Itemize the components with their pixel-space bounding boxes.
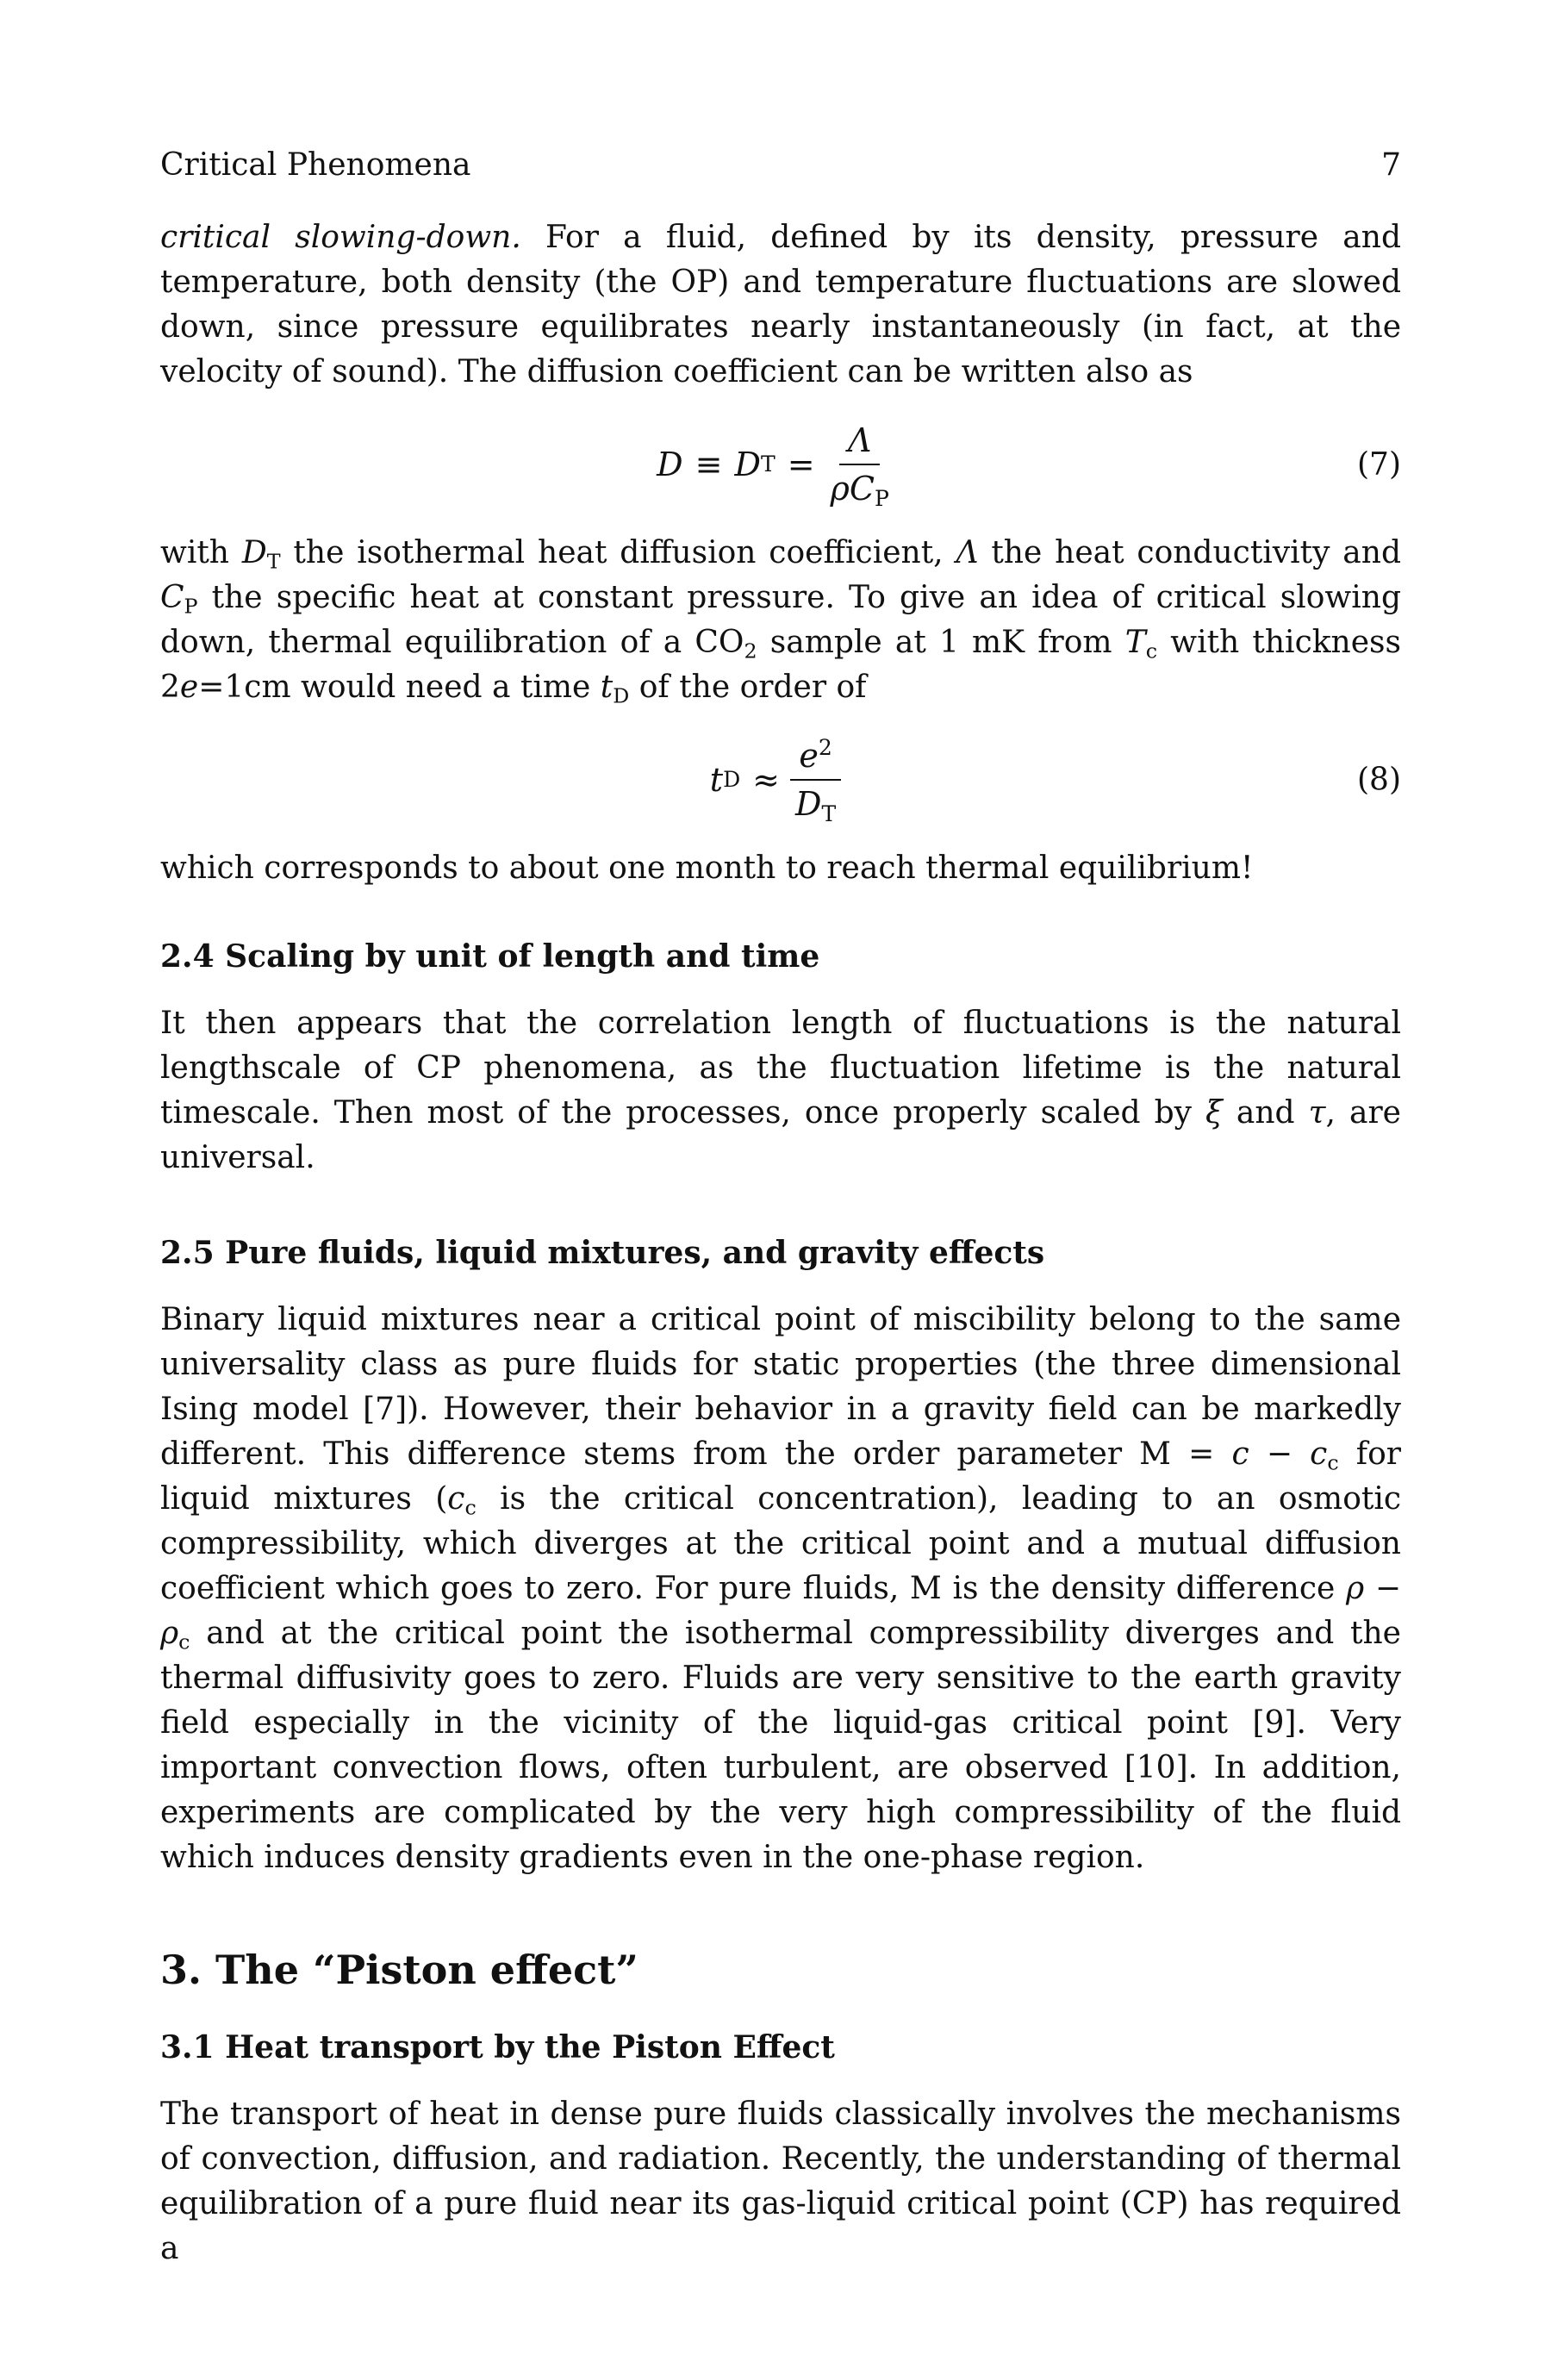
running-head bbox=[160, 146, 1401, 184]
paragraph-thermal-equilibration: with $D_T$ the isothermal heat diffusion coefficient, Λ the heat conductivity and $C_P$ the specific heat at constant pressure. To give an idea of critical slowing down, thermal equilibration of a $CO_2$ sample at 1 mK from $T_c$ with thickness 2e=1cm would need a time $t_D$ of the order of bbox=[160, 535, 1401, 708]
equation-8 bbox=[160, 722, 1401, 838]
heading-2-4: 2.4 Scaling by unit of length and time bbox=[160, 938, 820, 975]
paragraph-pure-fluids: Binary liquid mixtures near a critical point of miscibility belong to the same universality class as pure fluids for static properties (the three dimensional Ising model [7]). However, their behavior in a gravity field can be markedly different. This difference stems from the order parameter $M = c - c_c$ for liquid mixtures ($c_c$ is the critical concentration), leading to an osmotic compressibility, which diverges at the critical point and a mutual diffusion coefficient which goes to zero. For pure fluids, M is the density difference $\rho - \rho_c$ and at the critical point the isothermal compressibility diverges and the thermal diffusivity goes to zero. Fluids are very sensitive to the earth gravity field especially in the vicinity of the liquid-gas critical point [9]. Very important convection flows, often turbulent, are observed [10]. In addition, experiments are complicated by the very high compressibility of the fluid which induces density gradients even in the one-phase region. bbox=[160, 1302, 1402, 1875]
paragraph-critical-slowing-down: critical slowing-down. For a fluid, defined by its density, pressure and temperature, both density (the OP) and temperature fluctuations are slowed down, since pressure equilibrates nearly instantaneously (in fact, at the velocity of sound). The diffusion coefficient can be written also as bbox=[160, 220, 1401, 389]
equation-8-formula: t D ≈ $\frac{e^2}{D_T}$ bbox=[160, 722, 1401, 838]
paragraph-one-month: which corresponds to about one month to reach thermal equilibrium! bbox=[160, 850, 1254, 886]
equation-7-formula: D ≡ D T = $\frac{\Lambda}{\rho C_P}$ bbox=[160, 407, 1401, 522]
fraction: $\frac{e^2}{D_T}$ bbox=[787, 736, 844, 824]
heading-2-5: 2.5 Pure fluids, liquid mixtures, and gravity effects bbox=[160, 1235, 1045, 1271]
page-number: 7 bbox=[1381, 147, 1401, 183]
equation-7 bbox=[160, 407, 1401, 522]
fraction: $\frac{\Lambda}{\rho C_P}$ bbox=[830, 421, 889, 512]
heading-3-1: 3.1 Heat transport by the Piston Effect bbox=[160, 2029, 835, 2065]
heading-section-3: 3. The “Piston effect” bbox=[160, 1947, 638, 1993]
equation-number: (7) bbox=[1357, 446, 1401, 483]
paragraph-scaling: It then appears that the correlation length of fluctuations is the natural lengthscale of CP phenomena, as the fluctuation lifetime is the natural timescale. Then most of the processes, once properly scaled by ξ and τ, are universal. bbox=[160, 1006, 1401, 1175]
running-title: Critical Phenomena bbox=[160, 147, 471, 183]
paragraph-heat-transport: The transport of heat in dense pure fluids classically involves the mechanisms of convection, diffusion, and radiation. Recently, the understanding of thermal equilibration of a pure fluid near its gas-liquid critical point (CP) has required a bbox=[160, 2097, 1401, 2266]
equation-number: (8) bbox=[1357, 762, 1401, 798]
page bbox=[160, 146, 1401, 2271]
italic-term: critical slowing-down. bbox=[160, 220, 521, 255]
